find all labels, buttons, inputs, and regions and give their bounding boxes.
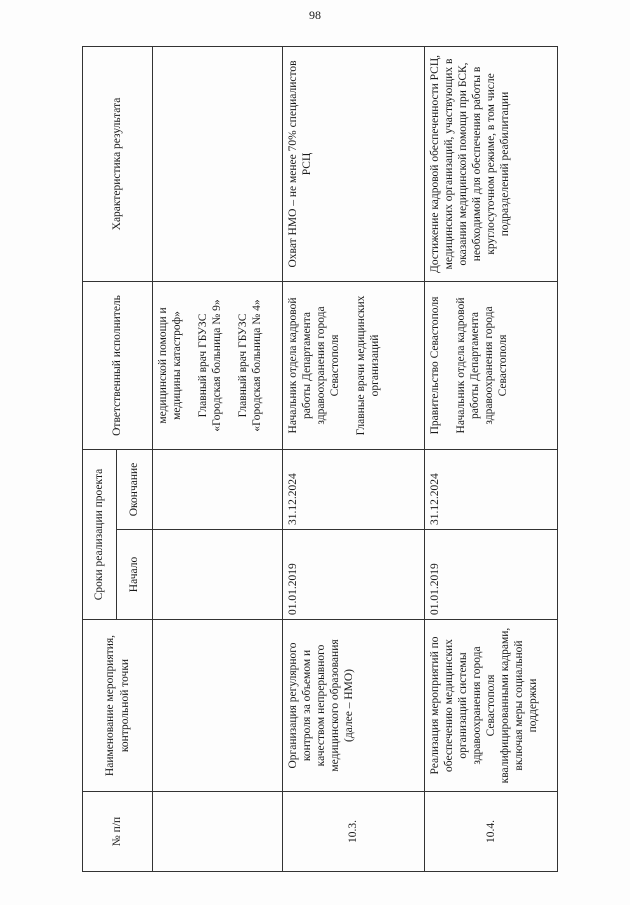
row-end-date	[153, 449, 283, 529]
responsible-line: Главный врач ГБУЗС «Городская больница № 4»	[237, 299, 264, 432]
header-period: Сроки реализации проекта	[83, 449, 117, 619]
row-result	[153, 46, 283, 281]
row-event-name	[153, 620, 283, 792]
row-number: 10.3.	[283, 792, 425, 872]
table-row	[153, 46, 283, 871]
row-responsible	[153, 281, 283, 449]
responsible-line: Начальник отдела кадровой работы Департамента здравоохранения города Севастополя	[287, 297, 342, 434]
row-end-date: 31.12.2024	[425, 449, 558, 529]
header-number: № п/п	[83, 792, 153, 872]
header-start: Начало	[117, 530, 153, 620]
row-event-name: Организация регулярного контроля за объемом и качеством непрерывного медицинского образования (далее – НМО)	[283, 620, 425, 792]
row-number	[153, 792, 283, 872]
responsible-line: Главные врачи медицинских организаций	[355, 295, 382, 436]
row-end-date: 31.12.2024	[283, 449, 425, 529]
row-result: Достижение кадровой обеспеченности РСЦ, медицинских организаций, участвующих в оказании медицинской помощи при БСК, необходимой для обеспечения работы в круглосуточном режиме, в том числе подразделений реабилитации	[425, 46, 558, 281]
rotated-table-container	[82, 47, 557, 872]
row-event-name: Реализация мероприятий по обеспечению медицинских организаций системы здравоохранения города Севастополя квалифицированными кадрами, включая меры социальной поддержки	[425, 620, 558, 792]
table-row	[283, 46, 425, 871]
header-responsible: Ответственный исполнитель	[83, 281, 153, 449]
responsible-line: Правительство Севастополя	[429, 296, 441, 435]
row-start-date	[153, 530, 283, 620]
table-row	[425, 46, 558, 871]
responsible-line: Начальник отдела кадровой работы Департамента здравоохранения города Севастополя	[455, 297, 510, 434]
project-events-table	[82, 46, 558, 872]
row-result: Охват НМО – не менее 70% специалистов РСЦ	[283, 46, 425, 281]
header-end: Окончание	[117, 449, 153, 529]
header-event-name: Наименование мероприятия, контрольной точки	[83, 620, 153, 792]
row-responsible	[425, 281, 558, 449]
row-responsible	[283, 281, 425, 449]
responsible-line: медицинской помощи и медицины катастроф»	[157, 307, 184, 424]
row-number: 10.4.	[425, 792, 558, 872]
row-start-date: 01.01.2019	[283, 530, 425, 620]
row-start-date: 01.01.2019	[425, 530, 558, 620]
header-result: Характеристика результата	[83, 46, 153, 281]
responsible-line: Главный врач ГБУЗС «Городская больница № 9»	[197, 299, 224, 432]
page-number: 98	[309, 8, 321, 22]
